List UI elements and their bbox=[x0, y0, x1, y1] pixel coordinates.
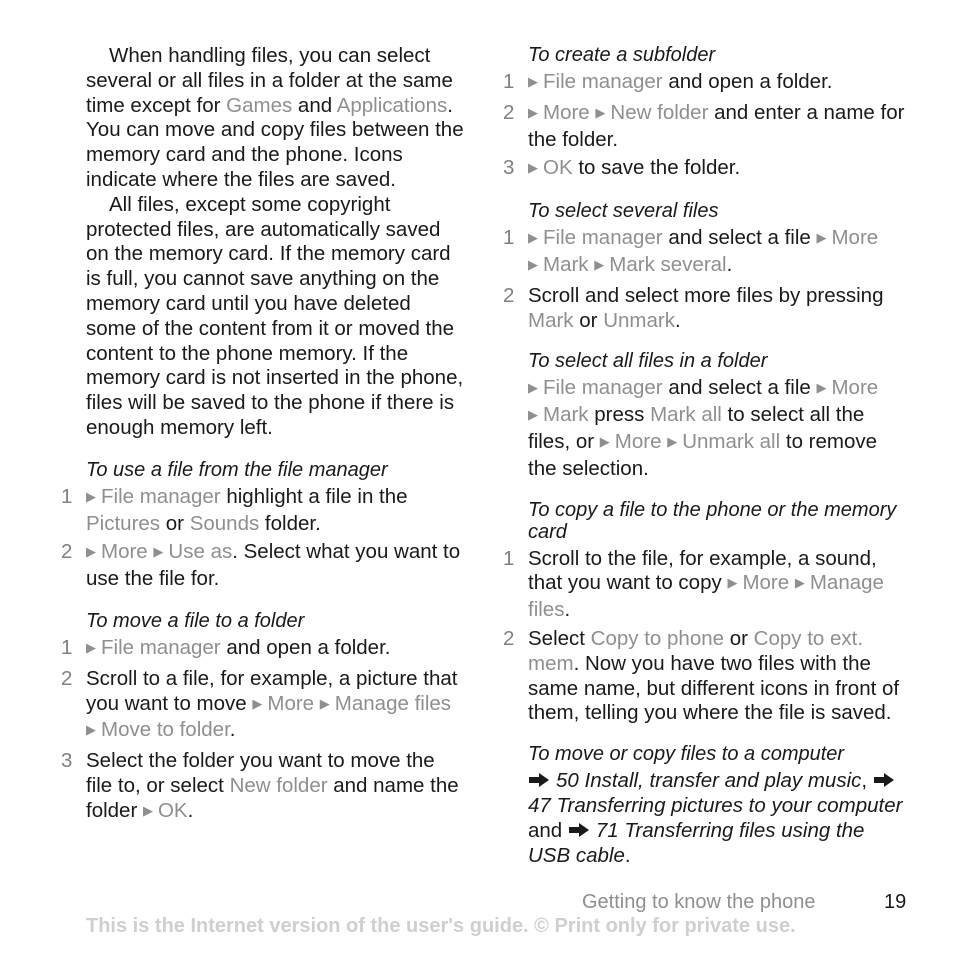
step-number: 2 bbox=[503, 100, 515, 124]
body-text: Select the folder you want to move the file to, or select bbox=[86, 749, 435, 797]
menu-item-text: Mark all bbox=[650, 403, 722, 427]
body-text: highlight a file in the bbox=[220, 484, 408, 508]
section-heading: To select several files bbox=[528, 200, 719, 223]
instruction-step bbox=[503, 546, 908, 623]
step-number: 2 bbox=[61, 666, 73, 690]
step-number: 3 bbox=[61, 749, 73, 773]
menu-item-text: Pictures bbox=[86, 511, 161, 535]
instruction-step bbox=[503, 156, 908, 183]
body-text: . bbox=[674, 308, 681, 332]
menu-arrow-icon: ▶ bbox=[86, 544, 96, 560]
body-text: press bbox=[588, 403, 651, 427]
menu-item-text: More bbox=[614, 429, 662, 453]
left-column bbox=[61, 44, 466, 830]
body-text: or bbox=[724, 626, 754, 650]
step-number: 2 bbox=[503, 626, 515, 650]
body-text: Select bbox=[528, 626, 591, 650]
menu-arrow-icon: ▶ bbox=[528, 104, 538, 120]
body-text: folder. bbox=[259, 511, 321, 535]
body-text: and bbox=[528, 818, 568, 842]
menu-item-text: New folder bbox=[229, 773, 328, 797]
step-number: 2 bbox=[61, 540, 73, 564]
instruction-section bbox=[503, 44, 908, 183]
body-text: to save the folder. bbox=[572, 156, 741, 180]
body-text: and select a file bbox=[662, 376, 817, 400]
menu-item-text: File manager bbox=[543, 376, 663, 400]
instruction-step bbox=[503, 100, 908, 153]
instruction-step bbox=[61, 666, 466, 745]
body-text bbox=[314, 692, 320, 715]
menu-arrow-icon: ▶ bbox=[86, 488, 96, 504]
menu-item-text: File manager bbox=[543, 70, 663, 93]
menu-arrow-icon: ▶ bbox=[153, 544, 164, 560]
menu-arrow-icon: ▶ bbox=[667, 433, 678, 449]
instruction-step bbox=[503, 226, 908, 280]
menu-item-text: Copy to ext. mem bbox=[528, 626, 864, 675]
menu-arrow-icon: ▶ bbox=[252, 695, 263, 711]
menu-item-text: OK bbox=[543, 156, 573, 180]
body-text: . bbox=[187, 798, 194, 822]
body-text: to remove the selection. bbox=[528, 429, 878, 480]
menu-arrow-icon: ▶ bbox=[528, 160, 538, 176]
body-text: . bbox=[726, 252, 733, 276]
section-heading: To move or copy files to a computer bbox=[528, 743, 845, 766]
menu-item-text: Sounds bbox=[189, 511, 260, 535]
menu-item-text: Manage files bbox=[528, 571, 884, 622]
section-heading: To create a subfolder bbox=[528, 44, 716, 66]
instruction-step bbox=[503, 626, 908, 726]
menu-arrow-icon: ▶ bbox=[816, 230, 827, 246]
body-text bbox=[789, 571, 795, 594]
step-number: 2 bbox=[503, 283, 515, 307]
menu-item-text: OK bbox=[157, 798, 188, 822]
instruction-section bbox=[503, 498, 908, 727]
page-reference: 71 Transferring files using the USB cable bbox=[528, 818, 865, 867]
step-number: 3 bbox=[503, 156, 515, 180]
instruction-section bbox=[528, 743, 908, 868]
body-text: , bbox=[861, 769, 873, 793]
menu-item-text: New folder bbox=[610, 100, 709, 124]
section-heading: To use a file from the file manager bbox=[86, 458, 388, 481]
menu-arrow-icon: ▶ bbox=[595, 104, 606, 120]
menu-arrow-icon: ▶ bbox=[594, 256, 605, 272]
menu-arrow-icon: ▶ bbox=[86, 639, 96, 655]
menu-arrow-icon: ▶ bbox=[794, 575, 805, 591]
step-number: 1 bbox=[503, 546, 515, 570]
menu-item-text: File manager bbox=[101, 484, 221, 508]
body-text: and open a folder. bbox=[662, 70, 833, 93]
menu-item-text: Mark several bbox=[609, 252, 727, 276]
reference-arrow-icon bbox=[873, 772, 895, 788]
step-number: 1 bbox=[503, 70, 515, 93]
menu-arrow-icon: ▶ bbox=[727, 575, 738, 591]
chapter-title: Getting to know the phone bbox=[582, 891, 816, 913]
menu-item-text: Use as bbox=[168, 540, 233, 564]
menu-arrow-icon: ▶ bbox=[528, 380, 538, 396]
body-text: . Select what you want to use the file for. bbox=[86, 540, 461, 591]
menu-item-text: File manager bbox=[543, 226, 663, 250]
reference-arrow-icon bbox=[568, 822, 590, 838]
menu-item-text: Manage files bbox=[334, 691, 452, 715]
instruction-step bbox=[61, 749, 466, 825]
menu-arrow-icon: ▶ bbox=[142, 802, 153, 818]
menu-item-text: File manager bbox=[101, 635, 221, 659]
menu-arrow-icon: ▶ bbox=[528, 407, 538, 423]
body-text: to select all the files, or bbox=[528, 403, 865, 453]
menu-arrow-icon: ▶ bbox=[86, 722, 96, 738]
menu-item-text: More bbox=[742, 571, 790, 595]
reference-arrow-icon bbox=[528, 772, 550, 788]
menu-item-text: Unmark bbox=[603, 308, 675, 332]
menu-item-text: Move to folder bbox=[101, 718, 230, 742]
intro-paragraph-2 bbox=[86, 193, 466, 441]
instruction-step bbox=[61, 635, 466, 663]
instruction-step bbox=[528, 769, 908, 868]
body-text: All files, except some copyright protected files, are automatically saved on the memory card. If the memory card is full, you cannot save anything on the memory card until you have deleted some of the content from it or moved the content to the phone memory. If the memory card is not inserted in the phone, files will be saved to the phone if there is enough memory left. bbox=[86, 192, 464, 439]
body-text: When handling files, you can select several or all files in a folder at the same time except for bbox=[86, 44, 453, 117]
section-heading: To move a file to a folder bbox=[86, 609, 305, 632]
menu-item-text: Mark bbox=[543, 252, 589, 276]
instruction-step bbox=[61, 484, 466, 537]
step-number: 1 bbox=[61, 484, 73, 508]
body-text: Scroll to a file, for example, a picture that you want to move bbox=[86, 666, 458, 715]
left-sections bbox=[61, 458, 466, 826]
body-text: . bbox=[564, 598, 571, 622]
menu-arrow-icon: ▶ bbox=[528, 256, 538, 272]
menu-item-text: Mark bbox=[528, 308, 574, 332]
page-reference: 50 Install, transfer and play music bbox=[556, 769, 862, 793]
menu-item-text: Applications bbox=[336, 93, 448, 117]
right-sections bbox=[503, 44, 908, 868]
menu-item-text: More bbox=[101, 540, 148, 564]
menu-item-text: More bbox=[543, 100, 590, 124]
step-number: 1 bbox=[503, 226, 515, 250]
body-text: Scroll and select more files by pressing bbox=[528, 283, 884, 307]
body-text: . bbox=[624, 843, 631, 867]
instruction-step bbox=[503, 70, 908, 97]
instruction-section bbox=[528, 350, 908, 481]
section-heading: To select all files in a folder bbox=[528, 350, 768, 373]
page-number: 19 bbox=[884, 891, 907, 913]
menu-item-text: Unmark all bbox=[682, 429, 781, 453]
internet-version-notice: This is the Internet version of the user's guide. © Print only for private use. bbox=[86, 915, 796, 937]
instruction-step bbox=[61, 540, 466, 592]
body-text: . Now you have two files with the same name, but different icons in front of them, telling you where the file is saved. bbox=[528, 651, 900, 725]
body-text: and open a folder. bbox=[220, 635, 391, 659]
body-text: and bbox=[292, 93, 337, 117]
body-text: and select a file bbox=[662, 226, 817, 250]
instruction-section bbox=[61, 609, 466, 826]
body-text: . You can move and copy files between the memory card and the phone. Icons indicate where the files are saved. bbox=[86, 93, 464, 191]
menu-item-text: More bbox=[831, 376, 879, 400]
menu-item-text: Mark bbox=[543, 403, 589, 427]
menu-item-text: More bbox=[831, 226, 879, 250]
body-text: and name the folder bbox=[86, 773, 459, 822]
body-text: or bbox=[573, 308, 604, 332]
instruction-section bbox=[503, 200, 908, 333]
body-text: or bbox=[160, 511, 190, 535]
instruction-step bbox=[503, 283, 908, 334]
menu-arrow-icon: ▶ bbox=[319, 695, 330, 711]
menu-arrow-icon: ▶ bbox=[816, 380, 827, 396]
body-text: and enter a name for the folder. bbox=[528, 100, 905, 151]
menu-item-text: Copy to phone bbox=[590, 626, 725, 650]
body-text: . bbox=[229, 718, 236, 742]
menu-arrow-icon: ▶ bbox=[599, 433, 610, 449]
step-number: 1 bbox=[61, 635, 73, 659]
section-heading: To copy a file to the phone or the memory card bbox=[528, 498, 897, 543]
right-column bbox=[503, 44, 908, 872]
menu-arrow-icon: ▶ bbox=[528, 74, 538, 89]
body-text: Scroll to the file, for example, a sound, that you want to copy bbox=[528, 546, 877, 595]
menu-arrow-icon: ▶ bbox=[528, 230, 538, 246]
menu-item-text: More bbox=[267, 691, 315, 715]
menu-item-text: Games bbox=[226, 93, 293, 117]
page-reference: 47 Transferring pictures to your computer bbox=[528, 793, 903, 817]
instruction-section bbox=[61, 458, 466, 592]
intro-paragraph-1 bbox=[86, 44, 466, 193]
instruction-step bbox=[528, 376, 908, 481]
